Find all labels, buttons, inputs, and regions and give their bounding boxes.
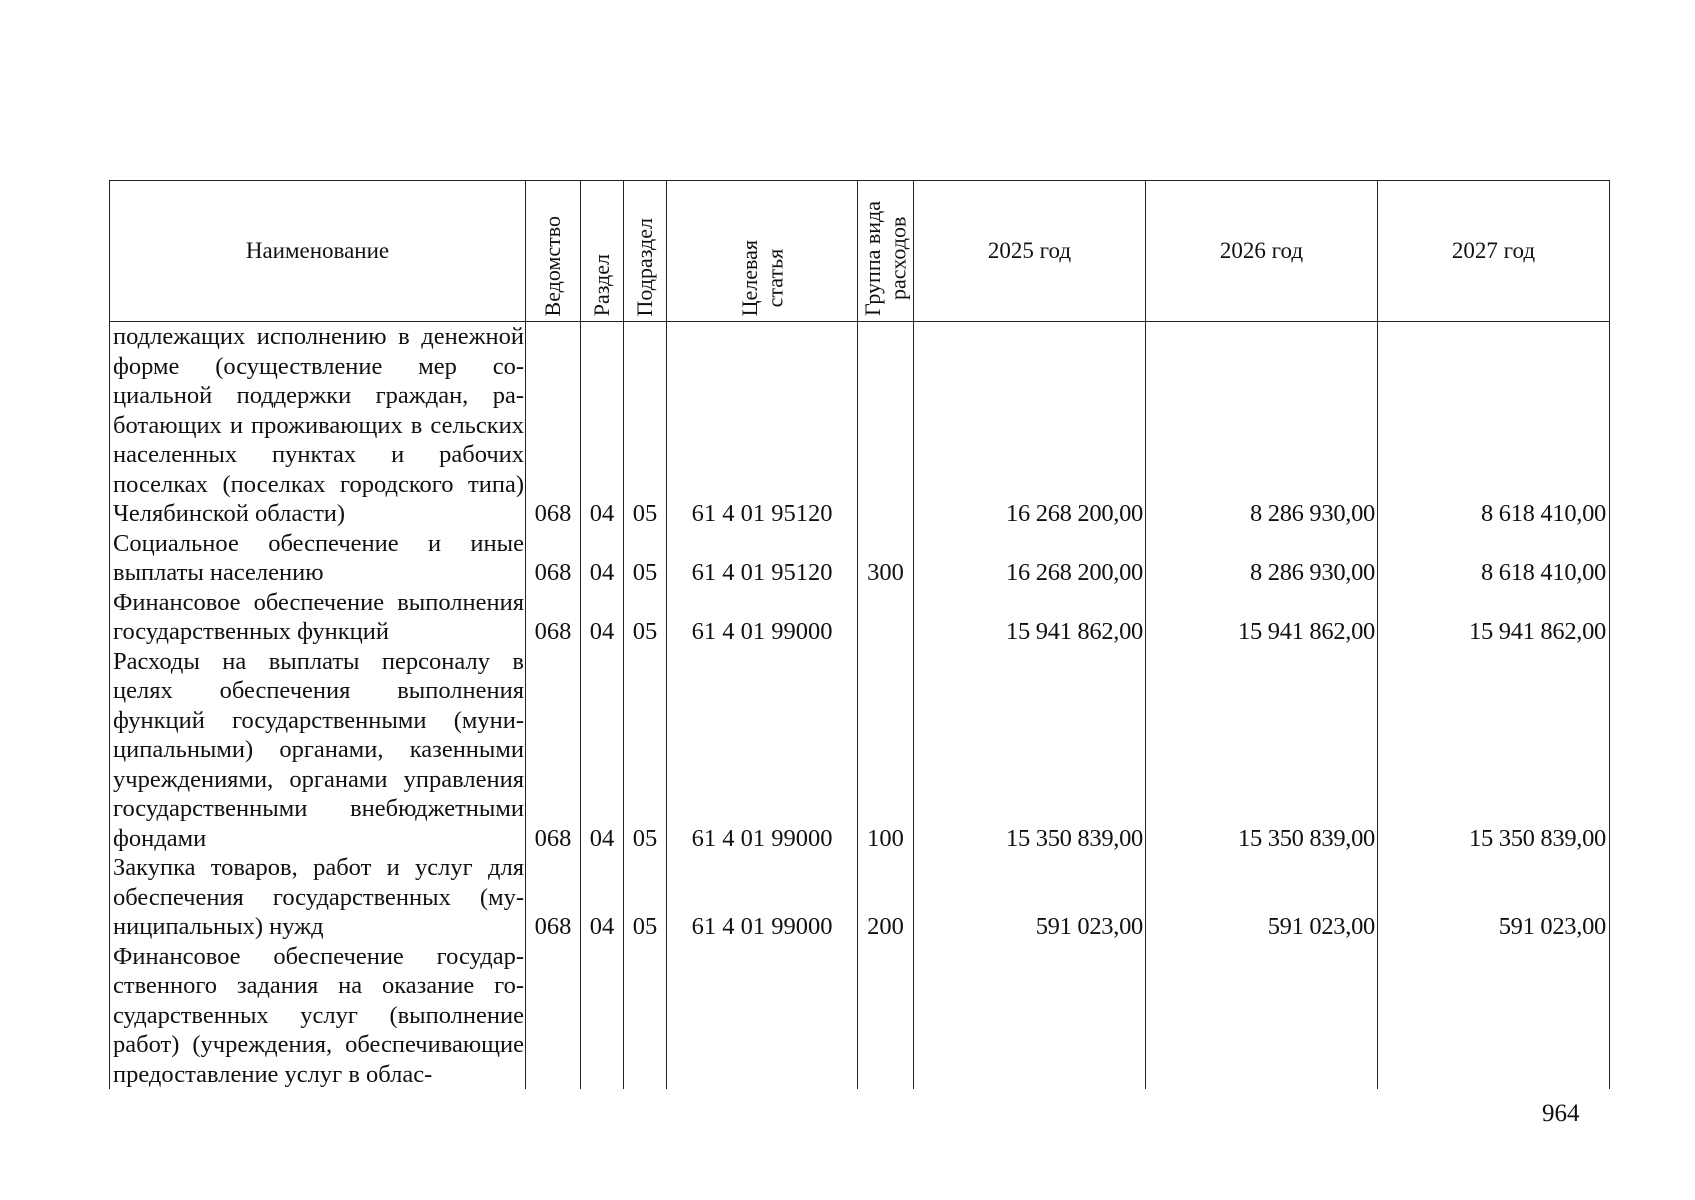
header-subsection-label: Подраздел xyxy=(632,217,658,316)
budget-table xyxy=(109,180,1610,1089)
row-name: Расходы на выплаты персоналу в целях обеспечения выполнения функций государственными (муниципальными) органами, казенными учреждениями, органами управления государственными внебюджетными фондами xyxy=(110,647,526,854)
table-row xyxy=(110,588,1610,647)
table-header-row xyxy=(110,181,1610,322)
table-row xyxy=(110,322,1610,529)
table-row xyxy=(110,942,1610,1090)
header-section xyxy=(581,181,624,322)
row-amount-2025 xyxy=(914,942,1146,1090)
row-subsection: 05 xyxy=(624,588,667,647)
row-expense-group xyxy=(858,322,914,529)
row-section: 04 xyxy=(581,588,624,647)
table-row xyxy=(110,529,1610,588)
header-year-2025: 2025 год xyxy=(914,181,1146,322)
table-row xyxy=(110,853,1610,942)
header-expense-group xyxy=(858,181,914,322)
row-name: Финансовое обеспечение выполнения государственных функций xyxy=(110,588,526,647)
header-subsection xyxy=(624,181,667,322)
table-body xyxy=(110,322,1610,1090)
row-department: 068 xyxy=(526,853,581,942)
row-amount-2025: 591 023,00 xyxy=(914,853,1146,942)
row-section xyxy=(581,942,624,1090)
header-department-label: Ведомство xyxy=(540,215,566,316)
row-subsection: 05 xyxy=(624,853,667,942)
row-department: 068 xyxy=(526,322,581,529)
row-section: 04 xyxy=(581,322,624,529)
row-target-article: 61 4 01 99000 xyxy=(667,588,858,647)
row-name: подлежащих исполнению в денежной форме (осуществление мер социальной поддержки граждан, работающих и проживающих в сельских населенных пунктах и рабочих поселках (поселках городского типа) Челябинской области) xyxy=(110,322,526,529)
row-amount-2026: 15 941 862,00 xyxy=(1146,588,1378,647)
page-number: 964 xyxy=(1542,1100,1580,1127)
row-amount-2027: 591 023,00 xyxy=(1378,853,1610,942)
row-expense-group xyxy=(858,588,914,647)
row-expense-group: 300 xyxy=(858,529,914,588)
row-department xyxy=(526,942,581,1090)
row-amount-2027: 15 941 862,00 xyxy=(1378,588,1610,647)
row-amount-2026: 15 350 839,00 xyxy=(1146,647,1378,854)
row-expense-group: 200 xyxy=(858,853,914,942)
row-department: 068 xyxy=(526,647,581,854)
row-name: Социальное обеспечение и иные выплаты населению xyxy=(110,529,526,588)
row-amount-2025: 15 350 839,00 xyxy=(914,647,1146,854)
row-amount-2027: 8 618 410,00 xyxy=(1378,322,1610,529)
row-subsection: 05 xyxy=(624,322,667,529)
row-amount-2025: 16 268 200,00 xyxy=(914,322,1146,529)
row-amount-2027: 8 618 410,00 xyxy=(1378,529,1610,588)
row-target-article: 61 4 01 95120 xyxy=(667,322,858,529)
row-amount-2027 xyxy=(1378,942,1610,1090)
header-name: Наименование xyxy=(110,181,526,322)
row-subsection: 05 xyxy=(624,529,667,588)
row-name: Закупка товаров, работ и услуг для обеспечения государственных (муниципальных) нужд xyxy=(110,853,526,942)
row-target-article: 61 4 01 95120 xyxy=(667,529,858,588)
row-amount-2026 xyxy=(1146,942,1378,1090)
row-target-article: 61 4 01 99000 xyxy=(667,647,858,854)
row-expense-group: 100 xyxy=(858,647,914,854)
row-target-article xyxy=(667,942,858,1090)
row-amount-2025: 16 268 200,00 xyxy=(914,529,1146,588)
row-subsection xyxy=(624,942,667,1090)
row-section: 04 xyxy=(581,853,624,942)
row-amount-2027: 15 350 839,00 xyxy=(1378,647,1610,854)
row-amount-2025: 15 941 862,00 xyxy=(914,588,1146,647)
header-target-article-label: Целевая статья xyxy=(736,239,787,316)
row-name: Финансовое обеспечение государственного задания на оказание государственных услуг (выполнение работ) (учреждения, обеспечивающие предоставление услуг в облас- xyxy=(110,942,526,1090)
header-expense-group-label: Группа вида расходов xyxy=(860,201,911,316)
row-section: 04 xyxy=(581,647,624,854)
header-department xyxy=(526,181,581,322)
header-year-2026: 2026 год xyxy=(1146,181,1378,322)
header-year-2027: 2027 год xyxy=(1378,181,1610,322)
row-amount-2026: 8 286 930,00 xyxy=(1146,529,1378,588)
table-row xyxy=(110,647,1610,854)
row-amount-2026: 8 286 930,00 xyxy=(1146,322,1378,529)
header-section-label: Раздел xyxy=(589,253,615,316)
row-target-article: 61 4 01 99000 xyxy=(667,853,858,942)
row-amount-2026: 591 023,00 xyxy=(1146,853,1378,942)
row-subsection: 05 xyxy=(624,647,667,854)
row-department: 068 xyxy=(526,529,581,588)
row-section: 04 xyxy=(581,529,624,588)
header-target-article xyxy=(667,181,858,322)
row-department: 068 xyxy=(526,588,581,647)
row-expense-group xyxy=(858,942,914,1090)
